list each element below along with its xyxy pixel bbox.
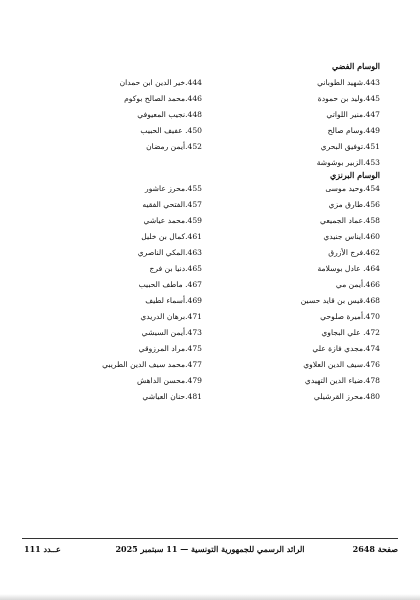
list-item: 475.مراد المرزوقي (138, 344, 202, 353)
list-item: 452.أيمن رمضان (146, 142, 202, 151)
list-item: 480.محرز القرشيلي (313, 392, 380, 401)
list-item: 476.سيف الدين العلاوي (303, 360, 380, 369)
list-item: 474.مجدي فازة علي (312, 344, 380, 353)
list-item: 459.محمد عياشي (143, 216, 202, 225)
list-item: 479.محسن الداهش (136, 376, 202, 385)
list-item: 456.طارق مزي (328, 200, 380, 209)
list-item: 460.ايناس جنيدي (323, 232, 380, 241)
list-item: 464. عادل بوسلامة (317, 264, 380, 273)
list-item: 463.المكي الناصري (137, 248, 202, 257)
list-item: 462.فرج الأزرق (328, 248, 380, 257)
list-item: 481.حنان العياشي (142, 392, 202, 401)
list-item: 458.عماد الجميعي (320, 216, 380, 225)
page-edge-shadow (0, 594, 420, 600)
list-item: 468.قيس بن قايد حسين (300, 296, 380, 305)
footer-divider (22, 538, 398, 539)
list-item: 471.برهان الدريدي (140, 312, 202, 321)
list-item: 447.منير اللواتي (326, 110, 380, 119)
list-item: 455.محرز عاشور (145, 184, 202, 193)
footer-page-number: صفحة 2648 (352, 544, 398, 554)
list-item: 466.أيمن مي (335, 280, 380, 289)
list-item: 472. علي البجاوي (321, 328, 380, 337)
list-item: 477.محمد سيف الدين الطريبي (102, 360, 202, 369)
list-item: 443.شهيد الطوباني (317, 78, 380, 87)
list-item: 461.كمال بن خليل (141, 232, 202, 241)
list-item: 450. عفيف الحبيب (140, 126, 202, 135)
footer-journal-title: الرائد الرسمي للجمهورية التونسية — 11 سبتمبر 2025 (115, 544, 305, 554)
list-item: 444.خير الدين ابن حمدان (119, 78, 202, 87)
list-item: 449.وسام صالح (327, 126, 380, 135)
footer-issue-number: عــدد 111 (24, 544, 61, 554)
list-item: 473.أيمن السيشي (141, 328, 202, 337)
list-item: 478.ضياء الدين التهيدي (304, 376, 380, 385)
list-item: 465.دنيا بن فرج (149, 264, 202, 273)
list-item: 453.الزبير بوشوشة (316, 158, 380, 167)
list-item: 469.أسماء لطيف (145, 296, 202, 305)
list-item: 451.توفيق البحري (320, 142, 380, 151)
section-heading-silver: الوسام الفضي (332, 61, 380, 71)
list-item: 445.وليد بن حمودة (317, 94, 380, 103)
list-item: 454.وحيد موسى (325, 184, 380, 193)
list-item: 467. ماطف الحبيب (138, 280, 202, 289)
list-item: 446.محمد الصالح بوكوم (124, 94, 202, 103)
list-item: 448.نجيب المعيوفي (137, 110, 202, 119)
section-heading-bronze: الوسام البرنزي (329, 170, 380, 180)
list-item: 457.الفتحي الفقيه (142, 200, 202, 209)
list-item: 470.أميرة صلوحي (320, 312, 380, 321)
